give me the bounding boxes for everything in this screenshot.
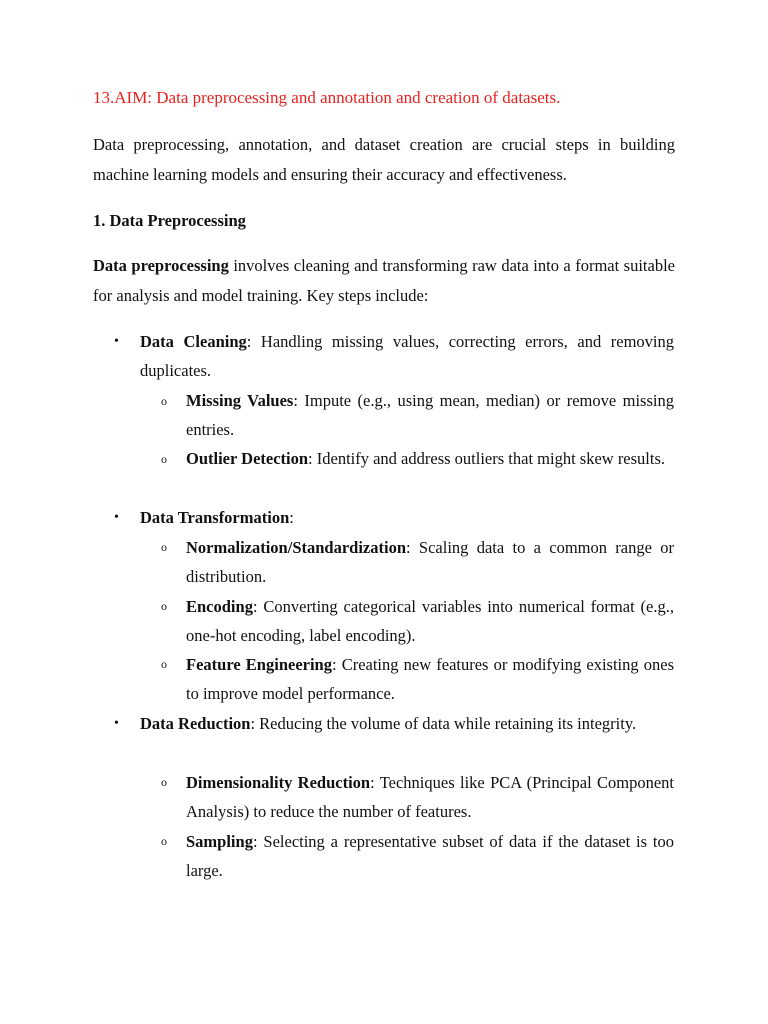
list-item-term: Data Reduction: [140, 714, 251, 733]
sub-bullet-marker: o: [161, 540, 167, 554]
sub-item-normalization: [186, 533, 674, 592]
sub-item-outlier-detection: [186, 444, 674, 473]
list-item-term: Data Transformation: [140, 508, 290, 527]
list-item-desc: : Handling missing values, correcting errors, and removing duplicates.: [140, 332, 675, 381]
sub-item-desc: : Converting categorical variables into numerical format (e.g., one-hot encoding, label encoding).: [186, 597, 674, 646]
data-preprocessing-term: Data preprocessing: [93, 256, 229, 275]
sub-item-desc: : Selecting a representative subset of data if the dataset is too large.: [186, 832, 674, 881]
sub-item-term: Dimensionality Reduction: [186, 773, 371, 792]
sub-bullet-marker: o: [161, 834, 167, 848]
sub-item-dimensionality-reduction: [186, 768, 674, 827]
sub-item-feature-engineering: [186, 650, 674, 709]
sub-item-encoding: [186, 592, 674, 651]
sub-bullet-marker: o: [161, 394, 167, 408]
list-item-desc: :: [289, 508, 294, 527]
sub-item-term: Encoding: [186, 597, 253, 616]
aim-title: 13.AIM: Data preprocessing and annotation and creation of datasets.: [93, 88, 561, 107]
sub-item-term: Normalization/Standardization: [186, 538, 407, 557]
sub-bullet-marker: o: [161, 452, 167, 466]
section-heading-data-preprocessing: 1. Data Preprocessing: [93, 211, 246, 230]
sub-item-desc: : Creating new features or modifying existing ones to improve model performance.: [186, 655, 674, 704]
bullet-marker: •: [114, 716, 119, 731]
sub-item-desc: : Techniques like PCA (Principal Component Analysis) to reduce the number of features.: [186, 773, 674, 822]
bullet-marker: •: [114, 510, 119, 525]
list-item-data-cleaning: [140, 327, 674, 386]
list-item-data-transformation: [140, 503, 674, 532]
sub-item-term: Sampling: [186, 832, 253, 851]
sub-item-missing-values: [186, 386, 674, 445]
sub-item-sampling: [186, 827, 674, 886]
sub-bullet-marker: o: [161, 599, 167, 613]
list-item-data-reduction: [140, 709, 674, 738]
sub-bullet-marker: o: [161, 657, 167, 671]
list-item-term: Data Cleaning: [140, 332, 247, 351]
intro-paragraph: Data preprocessing, annotation, and dataset creation are crucial steps in building machine learning models and ensuring their accuracy and effectiveness.: [93, 135, 675, 184]
sub-item-desc: : Identify and address outliers that might skew results.: [308, 449, 666, 468]
sub-item-desc: : Scaling data to a common range or distribution.: [186, 538, 674, 587]
data-preprocessing-text: involves cleaning and transforming raw data into a format suitable for analysis and model training. Key steps include:: [93, 256, 675, 305]
list-item-desc: : Reducing the volume of data while retaining its integrity.: [250, 714, 637, 733]
sub-item-term: Outlier Detection: [186, 449, 309, 468]
sub-item-term: Missing Values: [186, 391, 294, 410]
data-preprocessing-paragraph: [93, 251, 675, 310]
sub-item-term: Feature Engineering: [186, 655, 332, 674]
sub-item-desc: : Impute (e.g., using mean, median) or remove missing entries.: [186, 391, 674, 440]
bullet-marker: •: [114, 334, 119, 349]
sub-bullet-marker: o: [161, 775, 167, 789]
